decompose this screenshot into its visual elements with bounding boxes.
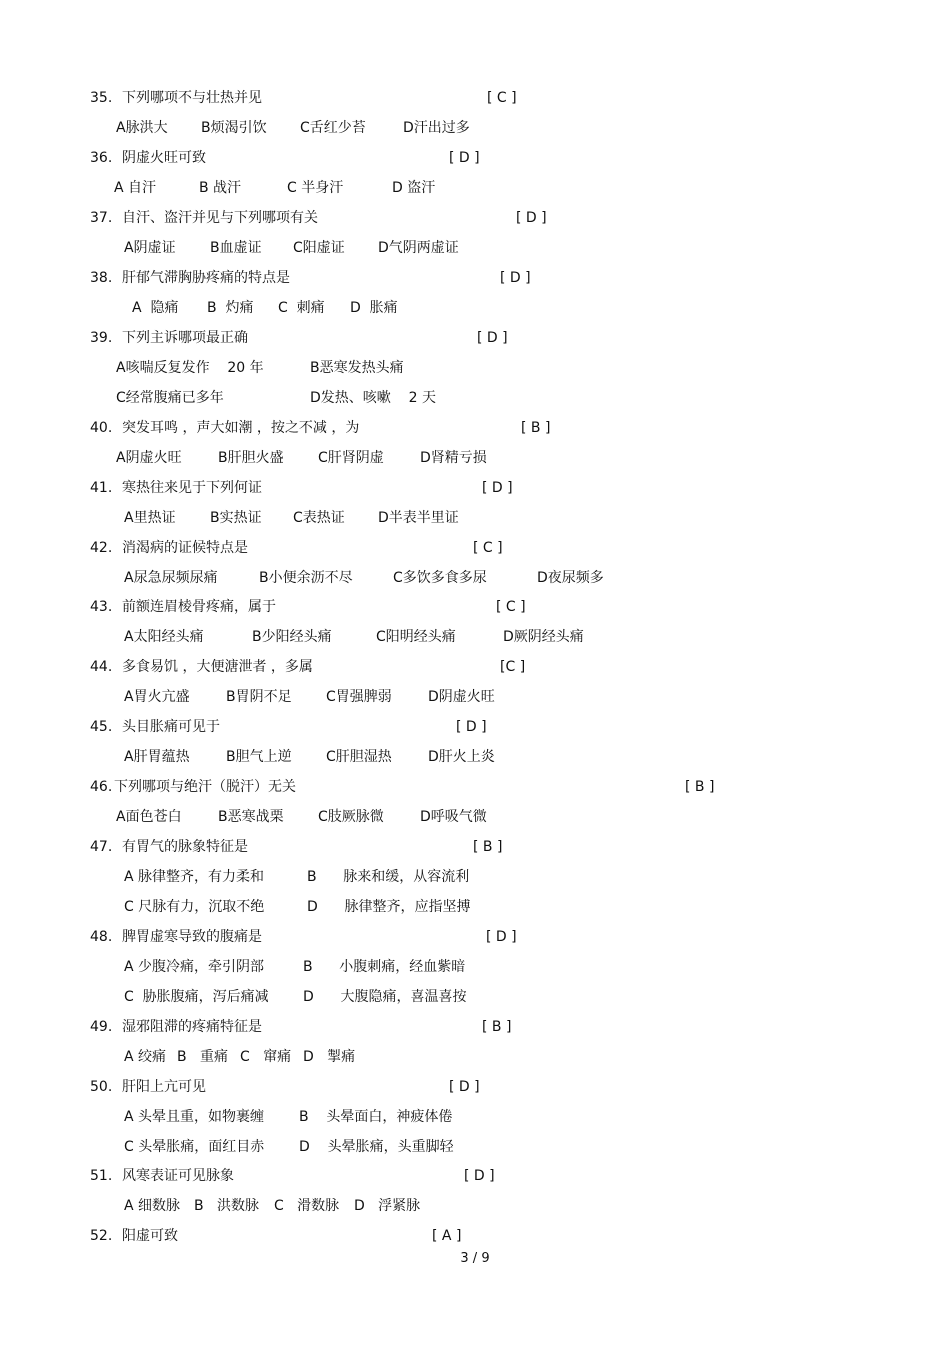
answer-bracket: [ D ] [449,1079,480,1095]
answer-bracket: [ C ] [496,599,526,615]
answer-option: A 绞痛 [124,1049,167,1065]
answer-option: B 灼痛 [207,300,254,316]
answer-option: D阴虚火旺 [428,689,495,705]
answer-bracket: [ D ] [516,210,547,226]
answer-option: C 头晕胀痛，面红目赤 [124,1139,265,1155]
answer-bracket: [ C ] [473,540,503,556]
answer-bracket: [ B ] [473,839,503,855]
answer-option: D厥阴经头痛 [503,629,584,645]
question-number: 43. [90,599,113,615]
answer-option: A面色苍白 [116,809,182,825]
answer-bracket: [ D ] [477,330,508,346]
answer-option: D 浮紧脉 [354,1198,421,1214]
answer-option: C胃强脾弱 [326,689,392,705]
answer-option: D呼吸气微 [420,809,487,825]
question-number: 45. [90,719,113,735]
question-text: 下列哪项不与壮热并见 [122,90,262,106]
answer-option: B烦渴引饮 [201,120,267,136]
question-text: 自汗、盗汗并见与下列哪项有关 [122,210,318,226]
question-text: 下列主诉哪项最正确 [122,330,248,346]
answer-option: C 刺痛 [278,300,325,316]
answer-bracket: [ D ] [482,480,513,496]
answer-option: B胃阴不足 [226,689,292,705]
answer-option: A里热证 [124,510,176,526]
answer-option: B恶寒发热头痛 [310,360,404,376]
answer-option: B 头晕面白，神疲体倦 [299,1109,453,1125]
answer-option: A阴虚证 [124,240,176,256]
answer-option: C阳虚证 [293,240,345,256]
answer-option: A 头晕且重，如物裹缠 [124,1109,265,1125]
answer-option: A 脉律整齐，有力柔和 [124,869,265,885]
answer-option: B 脉来和缓，从容流利 [307,869,470,885]
answer-bracket: [ C ] [487,90,517,106]
answer-bracket: [ B ] [482,1019,512,1035]
question-text: 消渴病的证候特点是 [122,540,248,556]
page-number: 3 / 9 [460,1251,490,1266]
answer-option: D气阴两虚证 [378,240,459,256]
answer-option: C多饮多食多尿 [393,570,487,586]
answer-option: A咳喘反复发作 20 年 [116,360,264,376]
question-text: 脾胃虚寒导致的腹痛是 [122,929,262,945]
answer-option: A 自汗 [114,180,157,196]
answer-option: B 重痛 [177,1049,228,1065]
answer-option: C肢厥脉微 [318,809,384,825]
answer-option: C表热证 [293,510,345,526]
answer-option: C 胁胀腹痛，泻后痛减 [124,989,269,1005]
answer-option: D汗出过多 [403,120,470,136]
answer-option: A阴虚火旺 [116,450,182,466]
question-text: 湿邪阻滞的疼痛特征是 [122,1019,262,1035]
answer-option: C经常腹痛已多年 [116,390,224,406]
question-number: 39. [90,330,113,346]
answer-option: B 小腹刺痛，经血紫暗 [303,959,466,975]
answer-bracket: [ D ] [486,929,517,945]
question-text: 阳虚可致 [122,1228,178,1244]
question-number: 42. [90,540,113,556]
answer-option: A肝胃蕴热 [124,749,190,765]
question-number: 47. [90,839,113,855]
question-number: 37. [90,210,113,226]
answer-option: D 脉律整齐，应指坚搏 [307,899,471,915]
question-text: 风寒表证可见脉象 [122,1168,234,1184]
answer-option: B胆气上逆 [226,749,292,765]
question-number: 50. [90,1079,113,1095]
answer-option: A 隐痛 [132,300,179,316]
answer-bracket: [ D ] [456,719,487,735]
answer-bracket: [ D ] [500,270,531,286]
answer-option: A胃火亢盛 [124,689,190,705]
answer-option: A脉洪大 [116,120,168,136]
answer-option: C肝肾阴虚 [318,450,384,466]
question-number: 35. [90,90,113,106]
answer-option: B 战汗 [199,180,242,196]
answer-option: B血虚证 [210,240,262,256]
answer-option: A 细数脉 [124,1198,181,1214]
answer-option: C肝胆湿热 [326,749,392,765]
answer-bracket: [ B ] [521,420,551,436]
answer-option: C 尺脉有力，沉取不绝 [124,899,265,915]
answer-option: D肾精亏损 [420,450,487,466]
answer-option: A 少腹冷痛，牵引阴部 [124,959,265,975]
answer-bracket: [C ] [500,659,526,675]
answer-option: A太阳经头痛 [124,629,204,645]
question-text: 寒热往来见于下列何证 [122,480,262,496]
answer-option: D 胀痛 [350,300,398,316]
answer-option: D 大腹隐痛，喜温喜按 [303,989,467,1005]
question-number: 36. [90,150,113,166]
answer-option: D发热、咳嗽 2 天 [310,390,436,406]
answer-option: B恶寒战栗 [218,809,284,825]
question-text: 阴虚火旺可致 [122,150,206,166]
answer-option: B肝胆火盛 [218,450,284,466]
answer-option: D肝火上炎 [428,749,495,765]
answer-option: D半表半里证 [378,510,459,526]
question-number: 41. [90,480,113,496]
question-number: 52. [90,1228,113,1244]
answer-option: D 掣痛 [303,1049,356,1065]
question-number: 49. [90,1019,113,1035]
answer-option: D 头晕胀痛，头重脚轻 [299,1139,454,1155]
answer-option: C舌红少苔 [300,120,366,136]
answer-option: D 盗汗 [392,180,436,196]
answer-bracket: [ A ] [432,1228,462,1244]
answer-option: B 洪数脉 [194,1198,259,1214]
answer-option: B实热证 [210,510,262,526]
question-number: 48. [90,929,113,945]
answer-option: C 半身汗 [287,180,344,196]
question-number: 38. [90,270,113,286]
answer-option: D夜尿频多 [537,570,604,586]
question-text: 下列哪项与绝汗（脱汗）无关 [114,779,296,795]
question-text: 多食易饥 ，大便溏泄者 ，多属 [122,659,313,675]
answer-bracket: [ D ] [464,1168,495,1184]
question-number: 46. [90,779,113,795]
answer-option: B少阳经头痛 [252,629,332,645]
answer-option: C 滑数脉 [274,1198,340,1214]
question-number: 51. [90,1168,113,1184]
question-text: 肝郁气滞胸胁疼痛的特点是 [122,270,290,286]
question-number: 40. [90,420,113,436]
answer-option: C阳明经头痛 [376,629,456,645]
answer-bracket: [ B ] [685,779,715,795]
answer-option: B小便余沥不尽 [259,570,353,586]
question-text: 肝阳上亢可见 [122,1079,206,1095]
question-text: 有胃气的脉象特征是 [122,839,248,855]
question-text: 头目胀痛可见于 [122,719,220,735]
answer-option: C 窜痛 [240,1049,292,1065]
question-number: 44. [90,659,113,675]
question-text: 前额连眉棱骨疼痛，属于 [122,599,276,615]
answer-bracket: [ D ] [449,150,480,166]
answer-option: A尿急尿频尿痛 [124,570,218,586]
question-text: 突发耳鸣 ，声大如潮 ，按之不减 ，为 [122,420,360,436]
